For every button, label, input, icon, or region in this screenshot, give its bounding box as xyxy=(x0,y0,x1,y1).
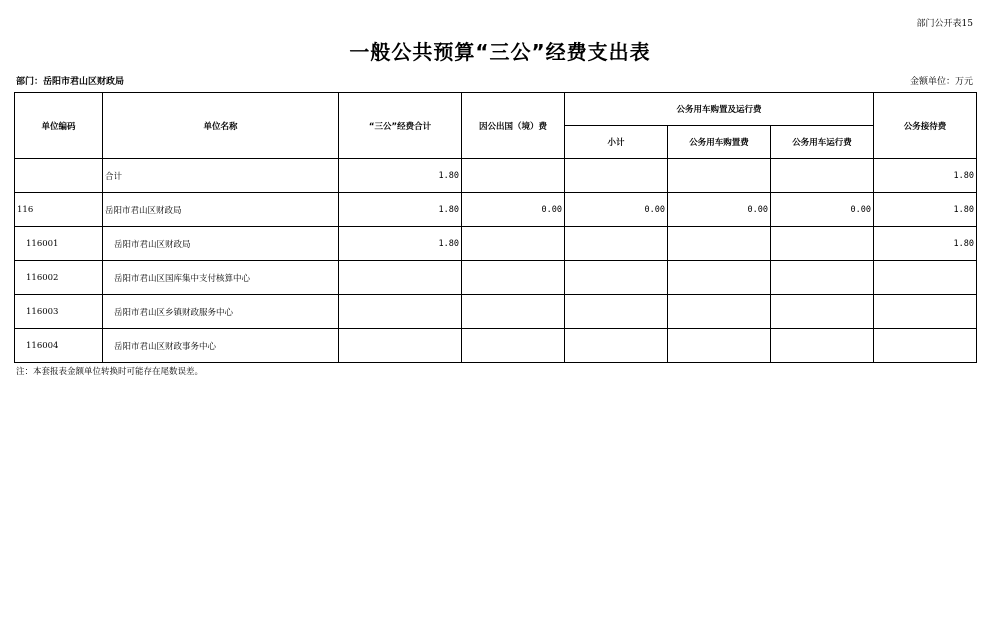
expenditure-table xyxy=(14,92,977,363)
cell-purchase xyxy=(668,227,771,261)
cell-abroad xyxy=(462,329,565,363)
cell-reception: 1.80 xyxy=(874,193,977,227)
cell-purchase xyxy=(668,261,771,295)
cell-code: 116004 xyxy=(15,329,103,363)
cell-total: 1.80 xyxy=(339,159,462,193)
cell-reception xyxy=(874,261,977,295)
cell-subtotal xyxy=(565,261,668,295)
cell-subtotal: 0.00 xyxy=(565,193,668,227)
cell-code: 116003 xyxy=(15,295,103,329)
header-unit-name: 单位名称 xyxy=(103,93,339,159)
cell-operation: 0.00 xyxy=(771,193,874,227)
cell-total xyxy=(339,261,462,295)
header-vehicle-operation: 公务用车运行费 xyxy=(771,126,874,159)
cell-code: 116001 xyxy=(15,227,103,261)
cell-operation xyxy=(771,295,874,329)
cell-abroad xyxy=(462,159,565,193)
cell-code: 116002 xyxy=(15,261,103,295)
cell-purchase xyxy=(668,329,771,363)
cell-purchase: 0.00 xyxy=(668,193,771,227)
header-unit-code: 单位编码 xyxy=(15,93,103,159)
header-sangong-total: “三公”经费合计 xyxy=(339,93,462,159)
table-row xyxy=(15,227,977,261)
header-reception: 公务接待费 xyxy=(874,93,977,159)
cell-abroad xyxy=(462,261,565,295)
cell-name: 岳阳市君山区财政局 xyxy=(103,227,339,261)
cell-subtotal xyxy=(565,227,668,261)
table-row xyxy=(15,295,977,329)
cell-subtotal xyxy=(565,159,668,193)
cell-reception xyxy=(874,329,977,363)
header-vehicle-group: 公务用车购置及运行费 xyxy=(565,93,874,126)
table-row xyxy=(15,329,977,363)
table-row xyxy=(15,193,977,227)
header-abroad: 因公出国（境）费 xyxy=(462,93,565,159)
cell-operation xyxy=(771,159,874,193)
cell-name: 合计 xyxy=(103,159,339,193)
cell-abroad xyxy=(462,295,565,329)
cell-total xyxy=(339,295,462,329)
cell-abroad: 0.00 xyxy=(462,193,565,227)
cell-purchase xyxy=(668,295,771,329)
cell-total: 1.80 xyxy=(339,227,462,261)
cell-subtotal xyxy=(565,329,668,363)
cell-name: 岳阳市君山区国库集中支付核算中心 xyxy=(103,261,339,295)
cell-operation xyxy=(771,227,874,261)
cell-operation xyxy=(771,329,874,363)
footnote: 注：本套报表金额单位转换时可能存在尾数误差。 xyxy=(16,367,204,377)
cell-total xyxy=(339,329,462,363)
form-number: 部门公开表15 xyxy=(916,19,973,29)
header-subtotal: 小计 xyxy=(565,126,668,159)
cell-abroad xyxy=(462,227,565,261)
cell-name: 岳阳市君山区乡镇财政服务中心 xyxy=(103,295,339,329)
cell-name: 岳阳市君山区财政局 xyxy=(103,193,339,227)
header-vehicle-purchase: 公务用车购置费 xyxy=(668,126,771,159)
page-title: 一般公共预算“三公”经费支出表 xyxy=(349,40,651,64)
cell-reception xyxy=(874,295,977,329)
table-row xyxy=(15,261,977,295)
cell-operation xyxy=(771,261,874,295)
cell-total: 1.80 xyxy=(339,193,462,227)
table-row-total xyxy=(15,159,977,193)
cell-reception: 1.80 xyxy=(874,227,977,261)
amount-unit-label: 金额单位：万元 xyxy=(909,77,973,87)
cell-reception: 1.80 xyxy=(874,159,977,193)
cell-subtotal xyxy=(565,295,668,329)
cell-name: 岳阳市君山区财政事务中心 xyxy=(103,329,339,363)
department-label: 部门：岳阳市君山区财政局 xyxy=(16,77,125,87)
cell-code: 116 xyxy=(15,193,103,227)
cell-purchase xyxy=(668,159,771,193)
cell-code xyxy=(15,159,103,193)
